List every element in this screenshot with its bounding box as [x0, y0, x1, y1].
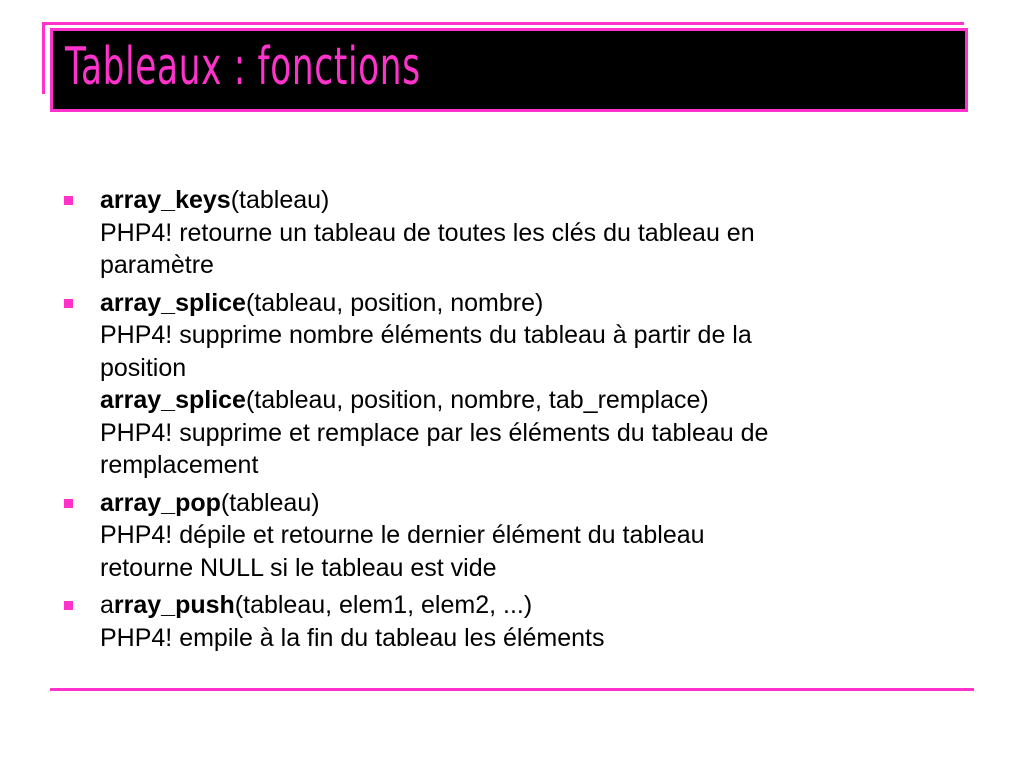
description-line: PHP4! supprime nombre éléments du tableau à partir de la — [100, 321, 752, 349]
decorative-left-line — [42, 22, 45, 94]
decorative-top-line — [42, 22, 964, 25]
function-name: array_keys — [100, 186, 231, 214]
square-bullet-icon — [64, 299, 73, 308]
function-name: array_splice — [100, 386, 246, 414]
bullet-item-array-keys — [62, 184, 932, 282]
bullet-item-array-pop — [62, 487, 932, 585]
function-signature — [100, 184, 932, 217]
description-line: PHP4! empile à la fin du tableau les éléments — [100, 623, 605, 652]
decorative-bottom-line — [50, 688, 974, 691]
function-signature — [100, 487, 932, 520]
function-signature — [100, 287, 932, 320]
function-signature — [100, 589, 932, 622]
function-prefix: a — [100, 591, 114, 619]
square-bullet-icon — [64, 196, 73, 205]
square-bullet-icon — [64, 601, 73, 610]
description-line: paramètre — [100, 251, 214, 279]
function-args: (tableau) — [230, 186, 330, 214]
bullet-item-array-splice — [62, 287, 932, 482]
description-line: remplacement — [100, 451, 259, 479]
title-bar — [50, 28, 968, 112]
function-signature — [100, 384, 932, 417]
description-line: PHP4! dépile et retourne le dernier élément du tableau — [100, 521, 705, 549]
bullet-item-array-push — [62, 589, 932, 654]
function-name: array_pop — [100, 488, 221, 517]
description-line: position — [100, 353, 187, 382]
slide-title: Tableaux : fonctions — [65, 37, 421, 97]
square-bullet-icon — [64, 499, 73, 508]
function-args: (tableau, position, nombre, tab_remplace) — [245, 386, 709, 414]
description-line: PHP4! supprime et remplace par les éléments du tableau de — [100, 418, 769, 447]
description-line: PHP4! retourne un tableau de toutes les clés du tableau en — [100, 218, 755, 247]
description-line: retourne NULL si le tableau est vide — [100, 553, 497, 582]
function-name: array_splice — [100, 288, 246, 317]
function-args: (tableau) — [220, 488, 320, 517]
function-args: (tableau, elem1, elem2, ...) — [234, 591, 533, 619]
bullet-list — [62, 184, 932, 659]
function-args: (tableau, position, nombre) — [245, 288, 544, 317]
function-name: rray_push — [113, 591, 235, 619]
